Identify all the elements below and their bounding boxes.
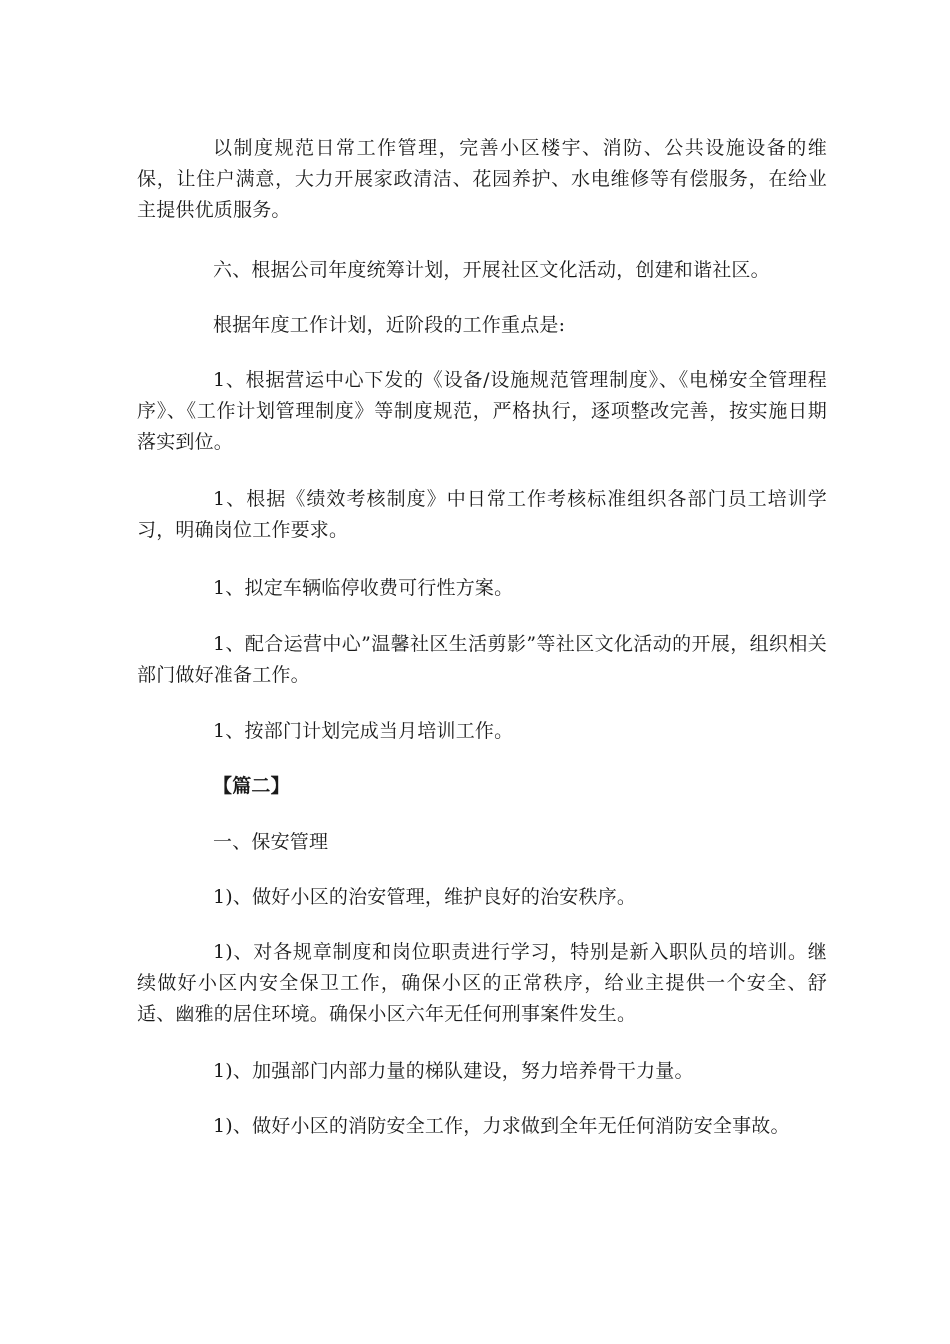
paragraph-item-performance: 1、根据《绩效考核制度》中日常工作考核标准组织各部门员工培训学习，明确岗位工作要求。: [137, 488, 827, 541]
section-heading-part-two: 【篇二】: [213, 775, 290, 797]
paragraph-team-building: 1)、加强部门内部力量的梯队建设，努力培养骨干力量。: [213, 1060, 694, 1082]
paragraph-fire-safety: 1)、做好小区的消防安全工作，力求做到全年无任何消防安全事故。: [213, 1115, 790, 1137]
paragraph-item-training: 1、按部门计划完成当月培训工作。: [213, 720, 514, 742]
heading-security-management: 一、保安管理: [213, 831, 329, 853]
paragraph-item-culture: 1、配合运营中心”温馨社区生活剪影”等社区文化活动的开展，组织相关部门做好准备工作。: [137, 633, 827, 686]
paragraph-item-regulations: 1、根据营运中心下发的《设备/设施规范管理制度》、《电梯安全管理程序》、《工作计划管理制度》等制度规范，严格执行，逐项整改完善，按实施日期落实到位。: [137, 369, 827, 453]
paragraph-security-training: 1)、对各规章制度和岗位职责进行学习，特别是新入职队员的培训。继续做好小区内安全保卫工作，确保小区的正常秩序，给业主提供一个安全、舒适、幽雅的居住环境。确保小区六年无任何刑事案件发生。: [137, 941, 827, 1025]
paragraph-security-order: 1)、做好小区的治安管理，维护良好的治安秩序。: [213, 886, 637, 908]
paragraph-maintenance-services: 以制度规范日常工作管理，完善小区楼宇、消防、公共设施设备的维保，让住户满意，大力开展家政清洁、花园养护、水电维修等有偿服务，在给业主提供优质服务。: [137, 137, 827, 221]
paragraph-item-parking: 1、拟定车辆临停收费可行性方案。: [213, 577, 514, 599]
paragraph-section-six: 六、根据公司年度统筹计划，开展社区文化活动，创建和谐社区。: [213, 259, 770, 281]
paragraph-work-focus-intro: 根据年度工作计划，近阶段的工作重点是:: [213, 314, 566, 336]
